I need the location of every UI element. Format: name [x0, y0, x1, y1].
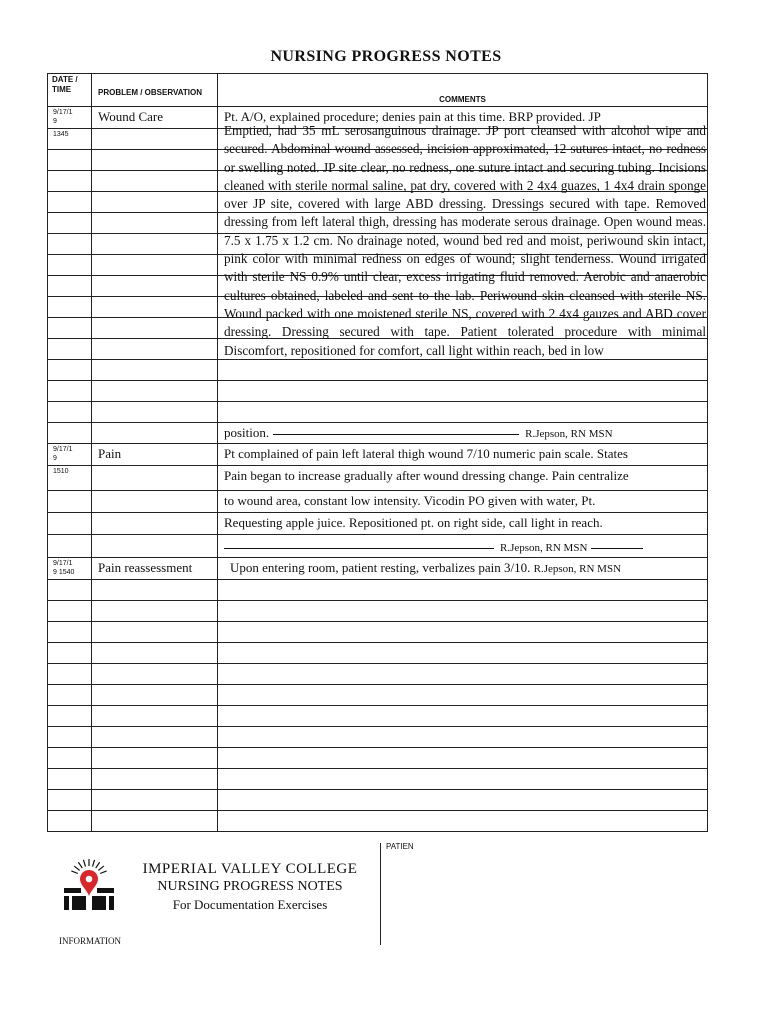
date-time-cell [48, 513, 92, 535]
comment-cell [218, 769, 708, 790]
table-row [48, 466, 708, 491]
date-time-cell [48, 643, 92, 664]
problem-cell [92, 318, 218, 339]
date-time-cell [48, 558, 92, 580]
problem-cell [92, 535, 218, 558]
wound-care-note [224, 122, 706, 360]
comment-cell [218, 706, 708, 727]
problem-cell [92, 622, 218, 643]
problem-cell [92, 790, 218, 811]
problem-cell [92, 107, 218, 129]
table-row [48, 491, 708, 513]
information-label: INFORMATION [59, 936, 122, 946]
date-time-cell [48, 423, 92, 444]
date-time-cell [48, 444, 92, 466]
problem-cell [92, 491, 218, 513]
table-row [48, 601, 708, 622]
logo-ray [71, 871, 77, 874]
problem-cell [92, 580, 218, 601]
table-row [48, 535, 708, 558]
date-time-text: 9/17/1 9 [53, 446, 73, 462]
comment-text: Pain began to increase gradually after wound dressing change. Pain centralize [224, 468, 629, 483]
problem-cell [92, 381, 218, 402]
table-row [48, 685, 708, 706]
comment-cell [218, 558, 708, 580]
logo-ray [98, 866, 103, 870]
comment-text: Upon entering room, patient resting, verbalizes pain 3/10. [230, 560, 531, 575]
table-row [48, 643, 708, 664]
date-time-text: 1345 [53, 131, 69, 138]
logo-ray [93, 860, 95, 867]
pain-signoff [218, 535, 707, 557]
date-time-cell [48, 466, 92, 491]
comment-cell [218, 381, 708, 402]
comment-cell [218, 402, 708, 423]
comment-text: to wound area, constant low intensity. Vicodin PO given with water, Pt. [224, 493, 596, 508]
logo-ray [74, 866, 79, 870]
date-time-cell [48, 318, 92, 339]
date-time-cell [48, 360, 92, 381]
date-time-cell [48, 601, 92, 622]
date-time-cell [48, 580, 92, 601]
logo-ray [83, 860, 85, 867]
comment-cell [218, 601, 708, 622]
problem-cell [92, 297, 218, 318]
problem-cell [92, 727, 218, 748]
problem-cell [92, 444, 218, 466]
problem-cell [92, 129, 218, 150]
date-time-cell [48, 276, 92, 297]
problem-cell [92, 466, 218, 491]
wound-care-note-text: Emptied, had 35 mL serosanguinous drainage. JP port cleansed with alcohol wipe and secured. Abdominal wound assessed, incision approximated, 12 sutures intact, no redness or swelling noted. JP site clear, no redness, one suture intact and securing tubing. Incisions cleaned with sterile normal saline, pat dry, covered with 2 4x4 guazes, 1 4x4 drain sponge over JP site, covered with large ABD dressing. Dressings secured with tape. Removed dressing from left lateral thigh, dressing has moderate serous drainage. Open wound meas. 7.5 x 1.75 x 1.2 cm. No drainage noted, wound bed red and moist, periwound skin intact, pink color with minimal redness on edges of wound; slight tenderness. Wound irrigated with sterile NS 0.9% until clear, excess irrigating fluid removed. Aerobic and anaerobic cultures obtained, labeled and sent to the lab. Periwound skin cleansed with sterile NS. Wound packed with one moistened sterile NS, covered with 2 4x4 gauzes and ABD cover dressing. Dressing secured with tape. Patient tolerated procedure with minimal Discomfort, repositioned for comfort, call light within reach, bed in low [224, 123, 706, 358]
date-time-cell [48, 491, 92, 513]
date-time-text: 1510 [53, 468, 69, 475]
table-header-row [48, 74, 708, 107]
problem-cell [92, 643, 218, 664]
comment-text: Pt. A/O, explained procedure; denies pain at this time. BRP provided. JP [224, 109, 601, 124]
problem-cell [92, 423, 218, 444]
date-time-cell [48, 402, 92, 423]
comment-cell [218, 535, 708, 558]
date-time-text: 9/17/1 9 [53, 109, 73, 125]
table-row [48, 790, 708, 811]
comment-text: Pt complained of pain left lateral thigh wound 7/10 numeric pain scale. States [224, 446, 628, 461]
table-row [48, 706, 708, 727]
page-title: NURSING PROGRESS NOTES [270, 48, 502, 65]
date-time-cell [48, 727, 92, 748]
comment-cell [218, 811, 708, 832]
date-time-cell [48, 706, 92, 727]
date-time-cell [48, 339, 92, 360]
date-time-cell [48, 171, 92, 192]
date-time-cell [48, 664, 92, 685]
form-subtitle: For Documentation Exercises [172, 897, 328, 912]
problem-cell [92, 150, 218, 171]
date-time-cell [48, 535, 92, 558]
table-row [48, 513, 708, 535]
date-time-header: DATE / TIME [48, 74, 92, 107]
college-name: IMPERIAL VALLEY COLLEGE [142, 861, 358, 877]
signature-rule [273, 434, 519, 435]
signature: R.Jepson, RN MSN [533, 563, 622, 575]
date-time-cell [48, 150, 92, 171]
table-row [48, 580, 708, 601]
table-row [48, 423, 708, 444]
date-time-text: 9/17/1 9 1540 [53, 560, 75, 576]
comment-cell [218, 622, 708, 643]
problem-cell [92, 339, 218, 360]
problem-cell [92, 769, 218, 790]
problem-text: Pain reassessment [98, 560, 193, 575]
date-time-cell [48, 685, 92, 706]
logo-ray [78, 862, 82, 868]
table-row [48, 558, 708, 580]
comment-cell [218, 790, 708, 811]
date-time-cell [48, 769, 92, 790]
date-time-cell [48, 790, 92, 811]
comment-cell [218, 748, 708, 769]
problem-cell [92, 811, 218, 832]
footer-divider [380, 843, 381, 945]
problem-cell [92, 171, 218, 192]
form-name: NURSING PROGRESS NOTES [157, 879, 343, 894]
comment-cell [218, 444, 708, 466]
problem-cell [92, 664, 218, 685]
logo-ray [96, 862, 100, 868]
patient-label: PATIEN [386, 842, 414, 851]
comment-cell [218, 664, 708, 685]
table-row [48, 748, 708, 769]
comment-text: Requesting apple juice. Repositioned pt. on right side, call light in reach. [224, 515, 603, 530]
table-row [48, 360, 708, 381]
problem-cell [92, 360, 218, 381]
problem-cell [92, 558, 218, 580]
comment-cell [218, 643, 708, 664]
logo-ray [100, 871, 106, 874]
problem-cell [92, 685, 218, 706]
date-time-cell [48, 192, 92, 213]
wound-care-signoff [218, 423, 707, 443]
problem-cell [92, 276, 218, 297]
comment-cell [218, 685, 708, 706]
date-time-cell [48, 234, 92, 255]
comment-cell [218, 580, 708, 601]
problem-text: Pain [98, 446, 122, 461]
signature: R.Jepson, RN MSN [500, 542, 588, 554]
comment-cell [218, 466, 708, 491]
signature-rule [591, 548, 643, 549]
date-time-cell [48, 297, 92, 318]
problem-cell [92, 513, 218, 535]
table-row [48, 727, 708, 748]
table-row [48, 769, 708, 790]
table-row [48, 381, 708, 402]
problem-cell [92, 601, 218, 622]
date-time-cell [48, 255, 92, 276]
problem-cell [92, 192, 218, 213]
comments-header: COMMENTS [218, 74, 708, 107]
table-row [48, 664, 708, 685]
date-time-cell [48, 622, 92, 643]
comment-cell [218, 513, 708, 535]
table-row [48, 622, 708, 643]
reassessment-line [218, 558, 707, 578]
signature-rule [224, 548, 494, 549]
problem-cell [92, 234, 218, 255]
date-time-cell [48, 129, 92, 150]
date-time-cell [48, 381, 92, 402]
problem-cell [92, 748, 218, 769]
problem-cell [92, 402, 218, 423]
wound-care-end-text: position. [224, 425, 270, 440]
date-time-cell [48, 213, 92, 234]
table-row [48, 811, 708, 832]
comment-cell [218, 360, 708, 381]
problem-cell [92, 255, 218, 276]
problem-text: Wound Care [98, 109, 164, 124]
date-time-cell [48, 811, 92, 832]
problem-cell [92, 706, 218, 727]
table-row [48, 402, 708, 423]
comment-cell [218, 727, 708, 748]
problem-cell [92, 213, 218, 234]
date-time-cell [48, 107, 92, 129]
signature: R.Jepson, RN MSN [525, 428, 613, 440]
college-logo-icon [60, 858, 118, 914]
table-row [48, 444, 708, 466]
problem-observation-header: PROBLEM / OBSERVATION [92, 74, 218, 107]
comment-cell [218, 491, 708, 513]
comment-cell [218, 423, 708, 444]
date-time-cell [48, 748, 92, 769]
